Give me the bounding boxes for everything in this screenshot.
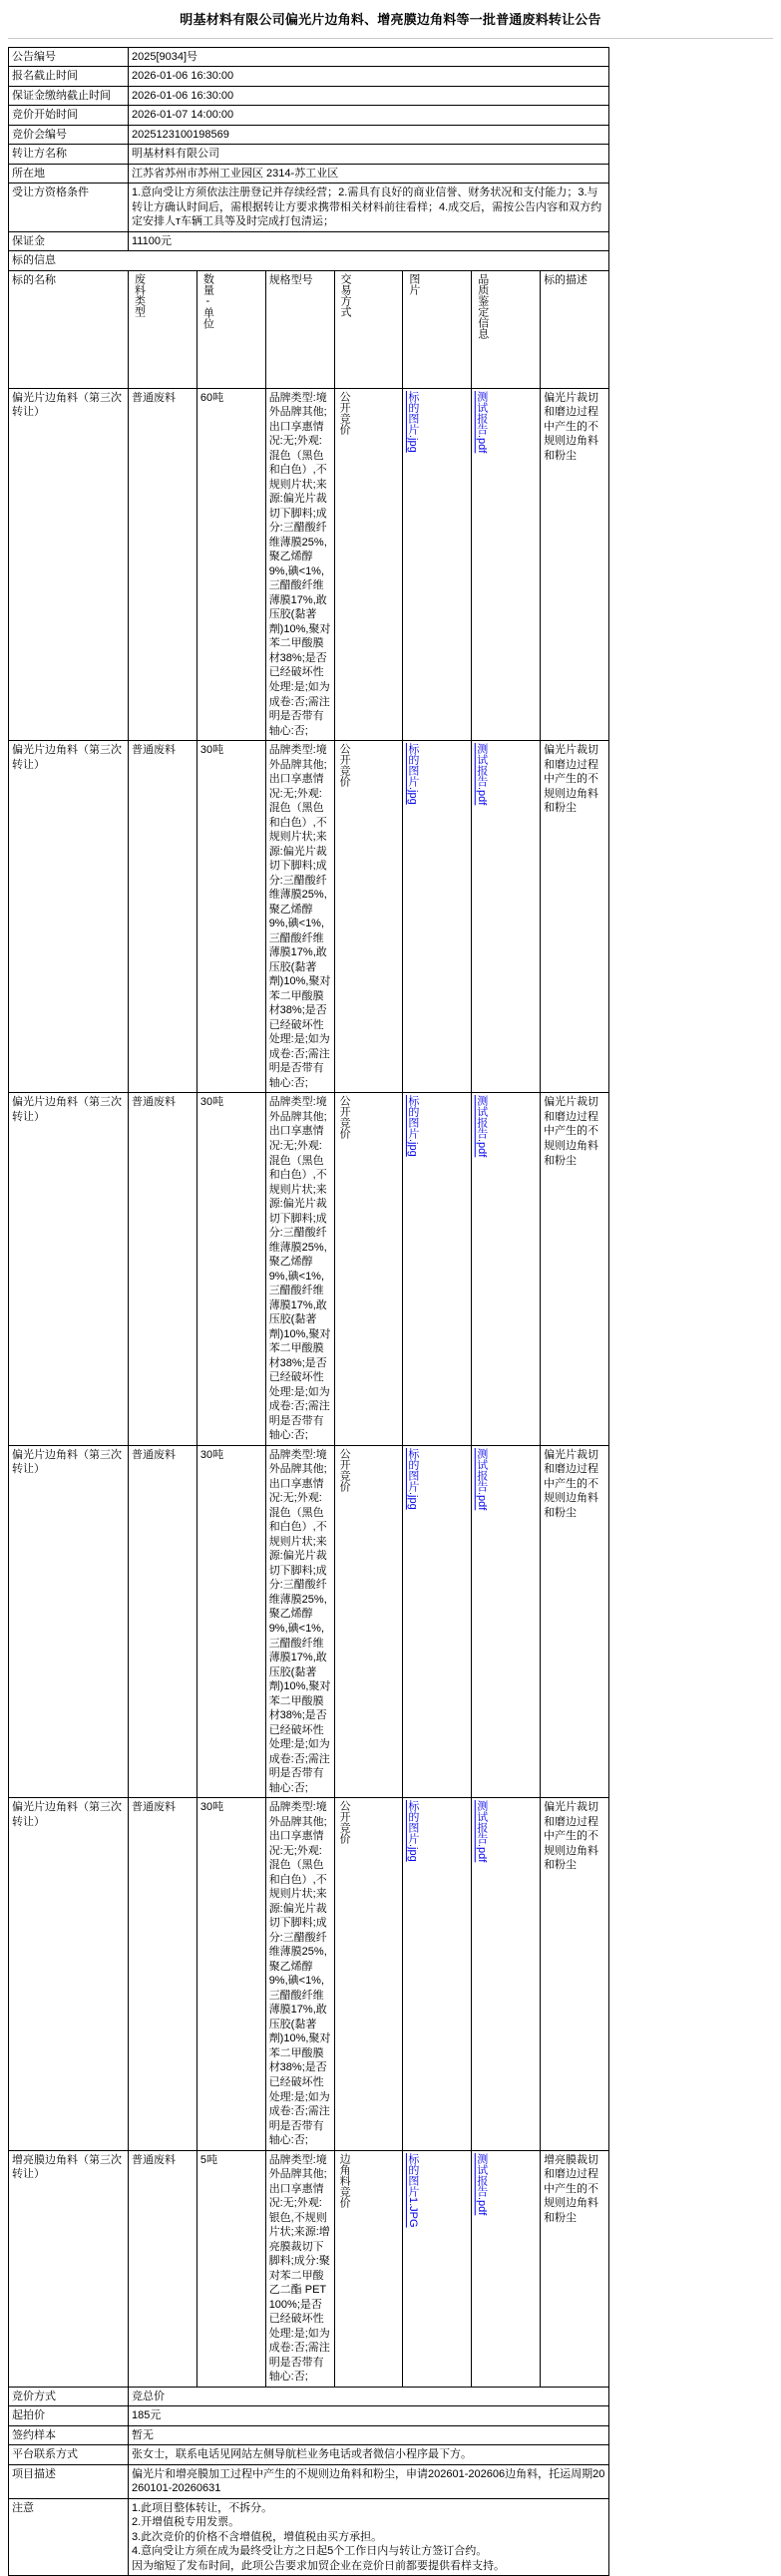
notice-line: 因为缩短了发布时间，此项公告要求加贸企业在竞价日前都要提供看样支持。 <box>132 2559 605 2574</box>
table-row <box>9 1445 609 1797</box>
col-header-quality: 品质鉴定信息 <box>472 270 541 388</box>
subject-description: 偏光片裁切和磨边过程中产生的不规则边角料和粉尘 <box>541 1445 609 1797</box>
quality-link-text[interactable]: 测试报告.pdf <box>475 1800 487 1862</box>
picture-link-text[interactable]: 标的图片.jpg <box>406 391 418 453</box>
subject-quantity: 30吨 <box>196 1093 265 1445</box>
subject-waste-type: 普通废料 <box>129 2150 197 2387</box>
subject-name: 偏光片边角料（第三次转让） <box>9 1798 129 2150</box>
quality-link-text[interactable]: 测试报告.pdf <box>475 743 487 805</box>
subject-trade-mode <box>334 1798 403 2150</box>
subject-quantity: 30吨 <box>196 741 265 1093</box>
table-row <box>9 2498 609 2576</box>
subject-picture-link[interactable] <box>403 1093 472 1445</box>
quality-link-text[interactable]: 测试报告.pdf <box>475 391 487 453</box>
field-value-notice <box>129 2498 609 2576</box>
title-divider <box>8 38 773 39</box>
subject-trade-mode <box>334 388 403 740</box>
table-row <box>9 164 609 184</box>
col-header-description: 标的描述 <box>541 270 609 388</box>
field-label-signup-deadline: 报名截止时间 <box>9 67 129 87</box>
quality-link-text[interactable]: 测试报告.pdf <box>475 1095 487 1157</box>
subject-name: 增亮膜边角料（第三次转让） <box>9 2150 129 2387</box>
col-header-name: 标的名称 <box>9 270 129 388</box>
table-row <box>9 2150 609 2387</box>
notice-line: 1.此项目整体转让，不拆分。 <box>132 2501 605 2516</box>
subject-name: 偏光片边角料（第三次转让） <box>9 741 129 1093</box>
subject-quality-link[interactable] <box>472 1798 541 2150</box>
col-header-spec: 规格型号 <box>265 270 334 388</box>
table-row <box>9 251 609 271</box>
quality-link-text[interactable]: 测试报告.pdf <box>475 2153 487 2215</box>
subject-quality-link[interactable] <box>472 741 541 1093</box>
subject-quality-link[interactable] <box>472 1093 541 1445</box>
field-label-location: 所在地 <box>9 164 129 184</box>
col-header-trade-mode: 交易方式 <box>334 270 403 388</box>
subject-waste-type: 普通废料 <box>129 388 197 740</box>
subject-description: 偏光片裁切和磨边过程中产生的不规则边角料和粉尘 <box>541 1093 609 1445</box>
field-label-platform-contact: 平台联系方式 <box>9 2445 129 2465</box>
field-label-bid-start-time: 竞价开始时间 <box>9 106 129 126</box>
col-header-waste-type: 废料类型 <box>129 270 197 388</box>
subject-name: 偏光片边角料（第三次转让） <box>9 388 129 740</box>
field-value-deposit-deadline: 2026-01-06 16:30:00 <box>129 86 609 106</box>
field-label-deposit: 保证金 <box>9 231 129 251</box>
notice-line: 4.意向受让方须在成为最终受让方之日起5个工作日内与转让方签订合约。 <box>132 2544 605 2559</box>
subject-quality-link[interactable] <box>472 2150 541 2387</box>
table-row <box>9 388 609 740</box>
table-row <box>9 1093 609 1445</box>
field-value-announcement-no: 2025[9034]号 <box>129 47 609 67</box>
subject-name: 偏光片边角料（第三次转让） <box>9 1093 129 1445</box>
field-value-deposit: 11100元 <box>129 231 609 251</box>
field-label-starting-price: 起拍价 <box>9 2406 129 2426</box>
table-row <box>9 106 609 126</box>
trade-mode-text: 边角料竞价 <box>338 2153 350 2208</box>
trade-mode-text: 公开竞价 <box>338 743 350 787</box>
picture-link-text[interactable]: 标的图片.jpg <box>406 1095 418 1157</box>
field-value-signup-deadline: 2026-01-06 16:30:00 <box>129 67 609 87</box>
subject-table <box>9 270 609 2387</box>
subject-quantity: 60吨 <box>196 388 265 740</box>
trade-mode-text: 公开竞价 <box>338 1095 350 1139</box>
trade-mode-text: 公开竞价 <box>338 1800 350 1844</box>
field-label-deposit-deadline: 保证金缴纳截止时间 <box>9 86 129 106</box>
subject-picture-link[interactable] <box>403 741 472 1093</box>
field-label-project-description: 项目描述 <box>9 2464 129 2498</box>
field-label-announcement-no: 公告编号 <box>9 47 129 67</box>
subject-description: 偏光片裁切和磨边过程中产生的不规则边角料和粉尘 <box>541 388 609 740</box>
field-value-starting-price: 185元 <box>129 2406 609 2426</box>
page-title: 明基材料有限公司偏光片边角料、增亮膜边角料等一批普通废料转让公告 <box>0 0 781 38</box>
picture-link-text[interactable]: 标的图片.jpg <box>406 1448 418 1510</box>
table-row <box>9 86 609 106</box>
field-value-auction-no: 2025123100198569 <box>129 125 609 145</box>
field-value-location: 江苏省苏州市苏州工业园区 2314-苏工业区 <box>129 164 609 184</box>
subject-spec: 品牌类型:境外品牌其他;出口享惠情况:无;外观:混色（黑色和白色）,不规则片状;来源:偏光片裁切下脚料;成分:三醋酸纤维薄膜25%,聚乙烯醇9%,碘<1%,三醋酸纤维薄膜17%,敢压胶(黏著劑)10%,聚对苯二甲酸膜材38%;是否已经破坏性处理:是;如为成卷:否;需注明是否带有轴心:否; <box>265 1445 334 1797</box>
trade-mode-text: 公开竞价 <box>338 391 350 435</box>
field-label-bid-mode: 竞价方式 <box>9 2387 129 2406</box>
table-row <box>9 67 609 87</box>
col-header-picture: 图片 <box>403 270 472 388</box>
subject-spec: 品牌类型:境外品牌其他;出口享惠情况:无;外观:混色（黑色和白色）,不规则片状;来源:偏光片裁切下脚料;成分:三醋酸纤维薄膜25%,聚乙烯醇9%,碘<1%,三醋酸纤维薄膜17%,敢压胶(黏著劑)10%,聚对苯二甲酸膜材38%;是否已经破坏性处理:是;如为成卷:否;需注明是否带有轴心:否; <box>265 741 334 1093</box>
field-value-bid-start-time: 2026-01-07 14:00:00 <box>129 106 609 126</box>
subject-spec: 品牌类型:境外品牌其他;出口享惠情况:无;外观:混色（黑色和白色）,不规则片状;来源:偏光片裁切下脚料;成分:三醋酸纤维薄膜25%,聚乙烯醇9%,碘<1%,三醋酸纤维薄膜17%,敢压胶(黏著劑)10%,聚对苯二甲酸膜材38%;是否已经破坏性处理:是;如为成卷:否;需注明是否带有轴心:否; <box>265 1093 334 1445</box>
field-value-transferor-name: 明基材料有限公司 <box>129 145 609 165</box>
footer-section <box>9 2387 609 2576</box>
table-row <box>9 47 609 67</box>
subject-picture-link[interactable] <box>403 1445 472 1797</box>
table-row <box>9 1798 609 2150</box>
table-row <box>9 184 609 232</box>
subject-spec: 品牌类型:境外品牌其他;出口享惠情况:无;外观:银色,不规则片状;来源:增亮膜裁切下脚料;成分:聚对苯二甲酸乙二酯 PET100%;是否已经破坏性处理:是;如为成卷:否;需注明是否带有轴心:否; <box>265 2150 334 2387</box>
field-label-transferor-name: 转让方名称 <box>9 145 129 165</box>
table-row <box>9 2445 609 2465</box>
subject-quality-link[interactable] <box>472 1445 541 1797</box>
quality-link-text[interactable]: 测试报告.pdf <box>475 1448 487 1510</box>
notice-line: 2.开增值税专用发票。 <box>132 2515 605 2530</box>
table-row <box>9 2387 609 2406</box>
info-section <box>9 47 609 270</box>
table-row <box>9 2425 609 2445</box>
subject-name: 偏光片边角料（第三次转让） <box>9 1445 129 1797</box>
subject-waste-type: 普通废料 <box>129 1798 197 2150</box>
subject-quality-link[interactable] <box>472 388 541 740</box>
table-row <box>9 2464 609 2498</box>
field-label-qualification: 受让方资格条件 <box>9 184 129 232</box>
field-value-qualification: 1.意向受让方须依法注册登记并存续经营；2.需具有良好的商业信誉、财务状况和支付能力；3.与转让方确认时间后，需根据转让方要求携带相关材料前往看样；4.成交后，需按公告内容和双方约定安排人т车辆工具等及时完成打包清运； <box>129 184 609 232</box>
subject-waste-type: 普通废料 <box>129 1093 197 1445</box>
subject-description: 偏光片裁切和磨边过程中产生的不规则边角料和粉尘 <box>541 741 609 1093</box>
subject-picture-link[interactable] <box>403 2150 472 2387</box>
subject-trade-mode <box>334 741 403 1093</box>
subject-quantity: 5吨 <box>196 2150 265 2387</box>
picture-link-text[interactable]: 标的图片.jpg <box>406 1800 418 1862</box>
subject-quantity: 30吨 <box>196 1798 265 2150</box>
trade-mode-text: 公开竞价 <box>338 1448 350 1492</box>
subject-picture-link[interactable] <box>403 388 472 740</box>
field-label-auction-no: 竞价会编号 <box>9 125 129 145</box>
notice-line: 3.此次竞价的价格不含增值税，增值税由买方承担。 <box>132 2530 605 2545</box>
field-value-platform-contact: 张女士，联系电话见网站左侧导航栏业务电话或者微信小程序最下方。 <box>129 2445 609 2465</box>
field-value-contract-sample: 暂无 <box>129 2425 609 2445</box>
subject-spec: 品牌类型:境外品牌其他;出口享惠情况:无;外观:混色（黑色和白色）,不规则片状;来源:偏光片裁切下脚料;成分:三醋酸纤维薄膜25%,聚乙烯醇9%,碘<1%,三醋酸纤维薄膜17%,敢压胶(黏著劑)10%,聚对苯二甲酸膜材38%;是否已经破坏性处理:是;如为成卷:否;需注明是否带有轴心:否; <box>265 1798 334 2150</box>
subject-trade-mode <box>334 1445 403 1797</box>
table-row <box>9 2406 609 2426</box>
col-header-quantity: 数量-单位 <box>196 270 265 388</box>
picture-link-text[interactable]: 标的图片.jpg <box>406 743 418 805</box>
subject-section-heading: 标的信息 <box>9 251 609 271</box>
table-row <box>9 125 609 145</box>
subject-trade-mode <box>334 1093 403 1445</box>
subject-quantity: 30吨 <box>196 1445 265 1797</box>
subject-trade-mode <box>334 2150 403 2387</box>
subject-waste-type: 普通废料 <box>129 741 197 1093</box>
field-value-bid-mode: 竞总价 <box>129 2387 609 2406</box>
table-row <box>9 231 609 251</box>
subject-spec: 品牌类型:境外品牌其他;出口享惠情况:无;外观:混色（黑色和白色）,不规则片状;来源:偏光片裁切下脚料;成分:三醋酸纤维薄膜25%,聚乙烯醇9%,碘<1%,三醋酸纤维薄膜17%,敢压胶(黏著劑)10%,聚对苯二甲酸膜材38%;是否已经破坏性处理:是;如为成卷:否;需注明是否带有轴心:否; <box>265 388 334 740</box>
subject-waste-type: 普通废料 <box>129 1445 197 1797</box>
table-row <box>9 145 609 165</box>
field-value-project-description: 偏光片和增亮膜加工过程中产生的不规则边角料和粉尘，申请202601-202606边角料，托运周期20260101-20260631 <box>129 2464 609 2498</box>
announcement-table <box>8 47 609 2576</box>
picture-link-text[interactable]: 标的图片1.JPG <box>406 2153 418 2228</box>
table-row <box>9 741 609 1093</box>
subject-description: 增亮膜裁切和磨边过程中产生的不规则边角料和粉尘 <box>541 2150 609 2387</box>
field-label-contract-sample: 签约样本 <box>9 2425 129 2445</box>
field-label-notice: 注意 <box>9 2498 129 2576</box>
subject-description: 偏光片裁切和磨边过程中产生的不规则边角料和粉尘 <box>541 1798 609 2150</box>
subject-header-row <box>9 270 609 388</box>
subject-picture-link[interactable] <box>403 1798 472 2150</box>
